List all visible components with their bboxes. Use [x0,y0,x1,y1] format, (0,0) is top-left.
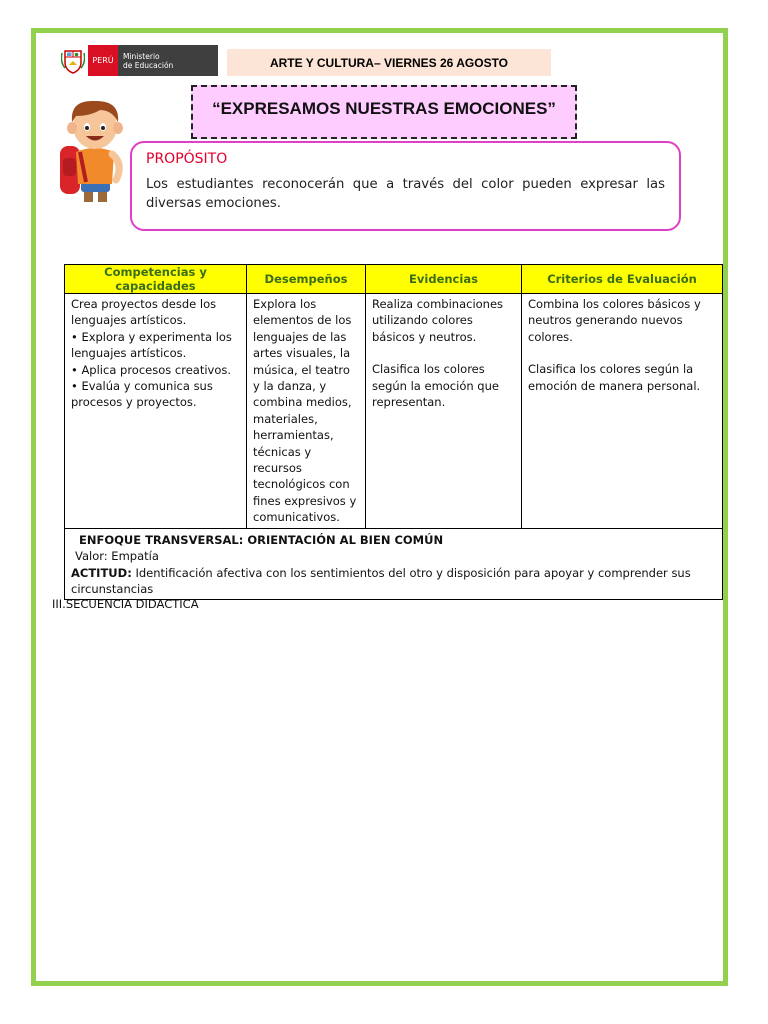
purpose-box [130,141,681,231]
peru-coat-of-arms-icon [58,45,88,76]
ministry-logo [58,45,218,76]
ministry-label [118,45,218,76]
actitud-description: Identificación afectiva con los sentimientos del otro y disposición para apoyar y comprender sus circunstancias [71,565,691,596]
header-evidencias: Evidencias [366,265,522,294]
criterio-line: Combina los colores básicos y neutros generando nuevos colores. [528,297,701,344]
competencies-table [64,264,723,600]
table-footer-row [65,528,723,600]
competencia-line: • Explora y experimenta los lenguajes artísticos. [71,329,232,361]
table-header-row [65,265,723,294]
cell-evidencias [366,294,522,529]
valor-text: Valor: Empatía [75,549,159,564]
actitud-label: ACTITUD: [71,565,132,580]
competencia-line: • Evalúa y comunica sus procesos y proyectos. [71,379,213,410]
cell-desempenos: Explora los elementos de los lenguajes de las artes visuales, la música, el teatro y la danza, y combina medios, materiales, herramientas, técnicas y recursos tecnológicos con fines expresivos y comunicativos. [247,294,366,529]
transversal-approach-cell [65,528,723,600]
student-with-backpack-icon [54,96,130,204]
header-criterios: Criterios de Evaluación [522,265,723,294]
competencia-line: Crea proyectos desde los lenguajes artísticos. [71,297,217,328]
ministry-line-2: de Educación [123,61,174,70]
table-row [65,294,723,529]
header-desempenos: Desempeños [247,265,366,294]
ministry-line-1: Ministerio [123,52,160,61]
evidencia-line: Realiza combinaciones utilizando colores básicos y neutros. [372,297,504,344]
peru-label: PERÚ [88,45,118,76]
enfoque-text: ENFOQUE TRANSVERSAL: ORIENTACIÓN AL BIEN COMÚN [79,532,444,547]
section-title: III.SECUENCIA DIDACTICA [52,597,199,611]
purpose-text: Los estudiantes reconocerán que a través del color pueden expresar las diversas emociones. [146,177,665,211]
subject-date-bar: ARTE Y CULTURA– VIERNES 26 AGOSTO [227,49,551,76]
section-content-area [36,620,723,980]
cell-criterios [522,294,723,529]
cell-competencias [65,294,247,529]
purpose-heading: PROPÓSITO [146,151,228,167]
page-title: “EXPRESAMOS NUESTRAS EMOCIONES” [191,85,577,139]
header-competencias: Competencias y capacidades [65,265,247,294]
actitud-text [71,565,716,598]
competencia-line: • Aplica procesos creativos. [71,362,232,377]
evidencia-line: Clasifica los colores según la emoción que representan. [372,362,499,410]
criterio-line: Clasifica los colores según la emoción de manera personal. [528,362,701,393]
